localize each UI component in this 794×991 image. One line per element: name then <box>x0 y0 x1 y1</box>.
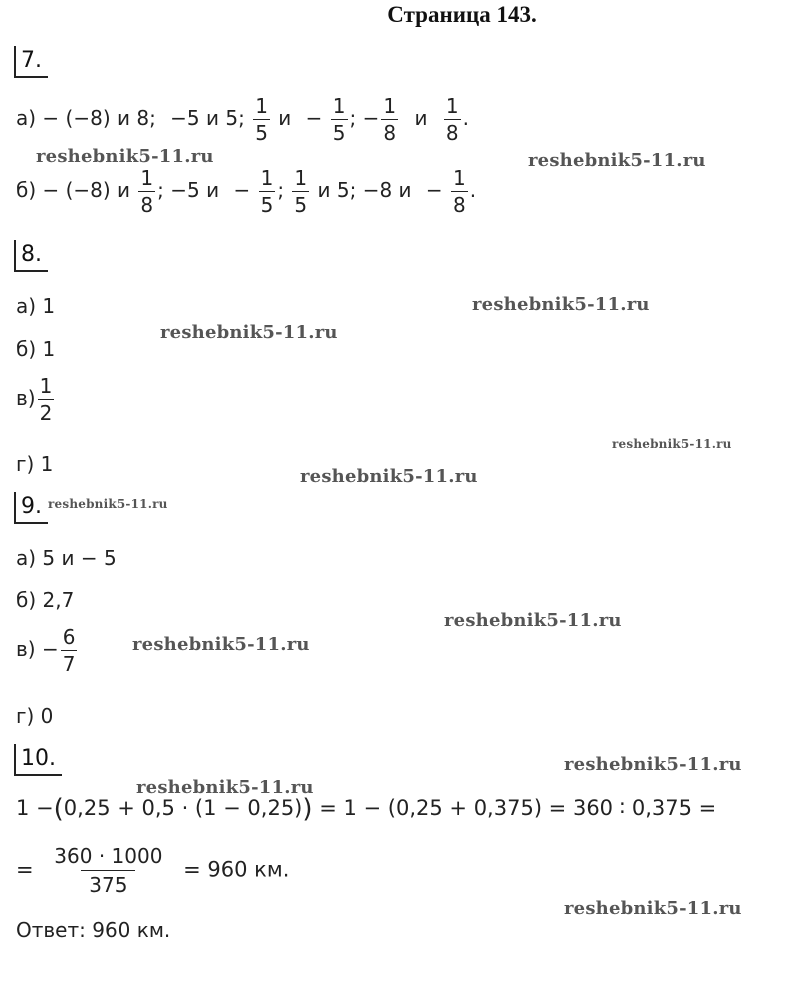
minus-sign: − <box>362 106 380 130</box>
separator: ; <box>277 178 285 202</box>
task-7-b-part2: ; −5 и <box>157 178 220 202</box>
task-8-a: а) 1 <box>16 294 56 318</box>
task-10-answer: Ответ: 960 км. <box>16 918 171 942</box>
task-7-b-fraction-1: $\frac{1}{8}$ <box>140 166 154 217</box>
task-10-line-1: 1 −(0,25 + 0,5 · (1 − 0,25)) = 1 − (0,25 + 0,375) = 360 ∶ 0,375 = <box>16 794 717 824</box>
task-9-b: б) 2,7 <box>16 588 75 612</box>
task-7-a-fraction-4: $\frac{1}{8}$ <box>445 94 459 145</box>
watermark: reshebnik5-11.ru <box>472 294 650 315</box>
separator: ; <box>349 106 357 130</box>
task-7-a <box>16 96 469 143</box>
task-10-fraction: $\frac{360 \cdot 1000}{375}$ <box>54 844 163 897</box>
minus-sign: − <box>233 178 251 202</box>
task-10-number-label: 10. <box>21 746 56 771</box>
task-9-v <box>16 627 79 674</box>
task-10-number <box>14 744 62 776</box>
expression-inner: 0,25 + 0,5 · (1 − 0,25) <box>63 796 303 820</box>
task-9-g: г) 0 <box>16 704 54 728</box>
watermark: reshebnik5-11.ru <box>612 437 732 451</box>
task-10-line-2 <box>16 846 289 895</box>
page-title: Страница 143. <box>387 2 537 27</box>
task-7-b <box>16 168 476 215</box>
watermark: reshebnik5-11.ru <box>564 898 742 919</box>
expression-start: 1 − <box>16 796 54 820</box>
watermark: reshebnik5-11.ru <box>444 610 622 631</box>
task-7-a-fraction-1: $\frac{1}{5}$ <box>255 94 268 145</box>
task-7-number <box>14 46 48 78</box>
task-8-g: г) 1 <box>16 452 54 476</box>
task-9-number <box>14 492 48 524</box>
task-7-a-fraction-2: $\frac{1}{5}$ <box>332 94 346 145</box>
result-text: = 960 км. <box>183 857 290 882</box>
task-7-b-label: б) <box>16 178 37 202</box>
task-7-b-fraction-4: $\frac{1}{8}$ <box>453 166 466 217</box>
task-7-b-part1: − (−8) и <box>42 178 131 202</box>
task-8-number <box>14 240 48 272</box>
task-7-number-label: 7. <box>21 48 42 73</box>
task-9-v-label: в) − <box>16 637 59 661</box>
watermark: reshebnik5-11.ru <box>528 150 706 171</box>
watermark: reshebnik5-11.ru <box>136 777 314 798</box>
watermark: reshebnik5-11.ru <box>48 497 168 511</box>
task-7-b-fraction-2: $\frac{1}{5}$ <box>260 166 274 217</box>
task-7-b-fraction-3: $\frac{1}{5}$ <box>294 166 308 217</box>
watermark: reshebnik5-11.ru <box>132 634 310 655</box>
task-8-number-label: 8. <box>21 242 42 267</box>
task-9-v-fraction: $\frac{6}{7}$ <box>62 625 76 676</box>
task-9-a: а) 5 и − 5 <box>16 546 117 570</box>
task-7-a-fraction-3: $\frac{1}{8}$ <box>383 94 397 145</box>
task-7-b-part3: и 5; −8 и <box>317 178 412 202</box>
equals-sign: = <box>16 857 34 882</box>
watermark: reshebnik5-11.ru <box>36 146 214 167</box>
task-8-v <box>16 376 56 423</box>
task-8-b: б) 1 <box>16 337 56 361</box>
conjunction: и <box>414 106 428 130</box>
task-7-a-part1: − (−8) и 8; <box>42 106 156 130</box>
period: . <box>462 106 469 130</box>
task-8-v-fraction: $\frac{1}{2}$ <box>39 374 53 425</box>
task-7-a-label: а) <box>16 106 37 130</box>
conjunction: и <box>278 106 292 130</box>
minus-sign: − <box>305 106 323 130</box>
watermark: reshebnik5-11.ru <box>160 322 338 343</box>
watermark: reshebnik5-11.ru <box>564 754 742 775</box>
task-8-v-label: в) <box>16 386 36 410</box>
watermark: reshebnik5-11.ru <box>300 466 478 487</box>
task-7-a-part2: −5 и 5; <box>170 106 245 130</box>
expression-rest: = 1 − (0,25 + 0,375) = 360 ∶ 0,375 = <box>319 796 717 820</box>
minus-sign: − <box>425 178 443 202</box>
task-9-number-label: 9. <box>21 494 42 519</box>
period: . <box>469 178 477 202</box>
